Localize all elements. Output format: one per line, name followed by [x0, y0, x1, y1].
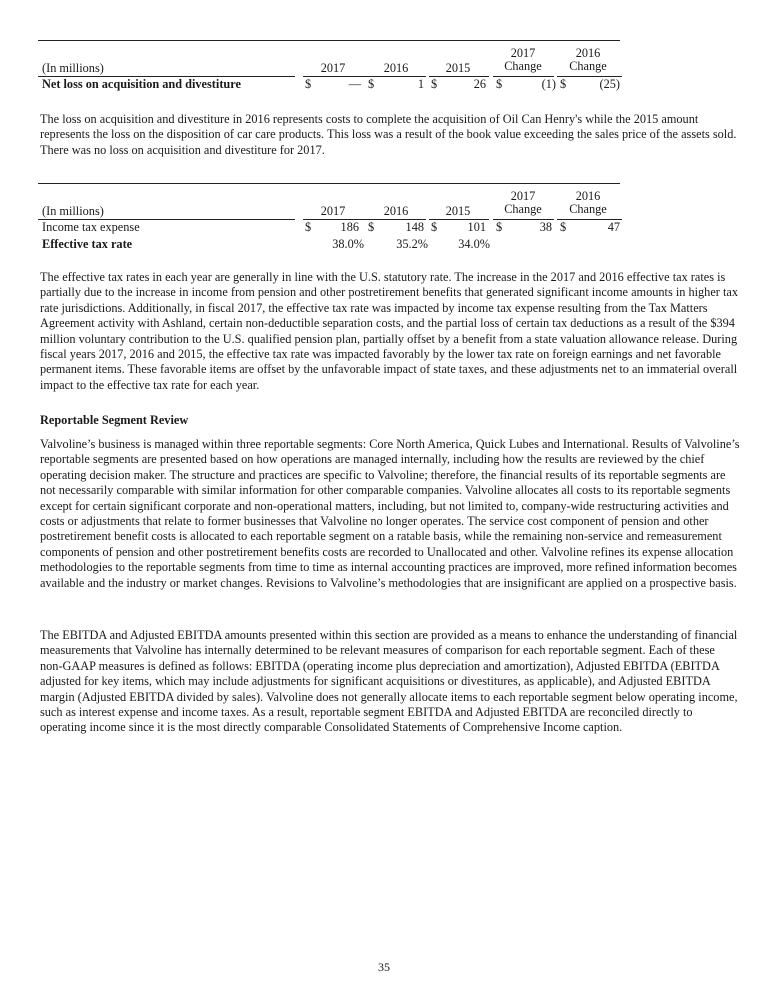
- currency-symbol: $: [560, 77, 567, 91]
- row-label: Income tax expense: [42, 220, 140, 234]
- header-2016-change-year: 2016: [575, 46, 601, 60]
- header-2017-change-year: 2017: [510, 189, 536, 203]
- ebitda-paragraph: The EBITDA and Adjusted EBITDA amounts presented within this section are provided as a means to enhance the understanding of financial measurements that Valvoline has internally determined to be relevant measures of comparison for each reportable segment. Each of these non-GAAP measures is defined as follows: EBITDA (operating income plus depreciation and amortization), Adjusted EBITDA (EBITDA adjusted for key items, which may include adjustments for significant acquisitions or divestitures, as applicable), and Adjusted EBITDA margin (Adjusted EBITDA divided by sales). Valvoline does not generally allocate items to each reportable segment below operating income, such as interest expense and income taxes. As a result, reportable segment EBITDA and Adjusted EBITDA are reconciled directly to operating income since it is the most directly comparable Consolidated Statements of Comprehensive Income caption.: [40, 628, 738, 735]
- table-top-rule: [38, 183, 620, 184]
- header-label: (In millions): [42, 204, 104, 218]
- value-2016-change: (25): [599, 77, 620, 91]
- currency-symbol: $: [496, 77, 503, 91]
- value-2015: 101: [467, 220, 486, 234]
- table-top-rule: [38, 40, 620, 41]
- currency-symbol: $: [305, 220, 312, 234]
- header-2016-change-year: 2016: [575, 189, 601, 203]
- value-2017: —: [348, 77, 361, 91]
- table-row: [38, 76, 622, 92]
- value-2017: 186: [340, 220, 359, 234]
- table-row: [38, 219, 622, 235]
- header-2017-change-year: 2017: [510, 46, 536, 60]
- currency-symbol: $: [368, 220, 375, 234]
- reportable-segments-paragraph: Valvoline’s business is managed within three reportable segments: Core North America, Quick Lubes and International. Results of Valvoline’s reportable segments are presented based on how operations are managed internally, including how the results are reviewed by the chief operating decision maker. The structure and practices are specific to Valvoline; therefore, the financial results of its reportable segments are not necessarily comparable with similar information for other comparable companies. Valvoline allocates all costs to its reportable segments except for certain significant corporate and non-operational matters, including, but not limited to, company-wide restructuring activities and costs or adjustments that relate to former businesses that Valvoline no longer operates. The service cost component of pension and other postretirement benefit costs is allocated to each reportable segment on a ratable basis, while the remaining non-service and remeasurement components of pension and other postretirement benefits costs are recorded to Unallocated and other. Valvoline refines its expense allocation methodologies to the reportable segments from time to time as internal accounting practices are improved, more refined information becomes available and the industry or market changes. Revisions to Valvoline’s methodologies that are insignificant are applied on a prospective basis.: [40, 437, 740, 590]
- table-header-row: [38, 44, 622, 76]
- currency-symbol: $: [496, 220, 503, 234]
- header-2016: 2016: [383, 61, 409, 75]
- value-2016: 1: [417, 77, 424, 91]
- header-2016-change-label: Change: [569, 202, 607, 216]
- value-2017: 38.0%: [332, 237, 364, 251]
- currency-symbol: $: [560, 220, 567, 234]
- header-2016: 2016: [383, 204, 409, 218]
- value-2017-change: (1): [541, 77, 556, 91]
- header-2017: 2017: [320, 61, 346, 75]
- value-2017-change: 38: [539, 220, 552, 234]
- currency-symbol: $: [431, 220, 438, 234]
- section-heading: Reportable Segment Review: [40, 413, 189, 427]
- value-2016: 35.2%: [396, 237, 428, 251]
- value-2015: 34.0%: [458, 237, 490, 251]
- effective-tax-rate-paragraph: The effective tax rates in each year are generally in line with the U.S. statutory rate. The increase in the 2017 and 2016 effective tax rates is partially due to the increase in income from pension and other postretirement benefits that generated significant income amounts in higher tax rate jurisdictions. Additionally, in fiscal 2017, the effective tax rate was impacted by income tax expense resulting from the Tax Matters Agreement activity with Ashland, certain non-deductible separation costs, and the partial loss of certain tax deductions as a result of the $394 million voluntary contribution to the U.S. qualified pension plan, partially offset by a benefit from a state valuation allowance release. During fiscal years 2017, 2016 and 2015, the effective tax rate was impacted favorably by the lower tax rate on foreign earnings and net favorable permanent items. These favorable items are offset by the unfavorable impact of state taxes, and these adjustments net to an immaterial overall impact to the effective tax rate for each year.: [40, 270, 738, 392]
- currency-symbol: $: [368, 77, 375, 91]
- header-label: (In millions): [42, 61, 104, 75]
- header-2017-change-label: Change: [504, 59, 542, 73]
- table-row: [38, 236, 622, 252]
- row-label: Net loss on acquisition and divestiture: [42, 77, 241, 91]
- header-2015: 2015: [445, 61, 471, 75]
- currency-symbol: $: [305, 77, 312, 91]
- value-2016-change: 47: [607, 220, 620, 234]
- header-2017: 2017: [320, 204, 346, 218]
- page-number: 35: [378, 960, 390, 974]
- header-2017-change-label: Change: [504, 202, 542, 216]
- header-2015: 2015: [445, 204, 471, 218]
- value-2015: 26: [473, 77, 486, 91]
- table-header-row: [38, 187, 622, 219]
- header-2016-change-label: Change: [569, 59, 607, 73]
- value-2016: 148: [405, 220, 424, 234]
- row-label: Effective tax rate: [42, 237, 133, 251]
- currency-symbol: $: [431, 77, 438, 91]
- acquisition-divestiture-paragraph: The loss on acquisition and divestiture in 2016 represents costs to complete the acquisition of Oil Can Henry's while the 2015 amount represents the loss on the disposition of car care products. This loss was a result of the book value exceeding the sales price of the assets sold. There was no loss on acquisition and divestiture for 2017.: [40, 112, 737, 157]
